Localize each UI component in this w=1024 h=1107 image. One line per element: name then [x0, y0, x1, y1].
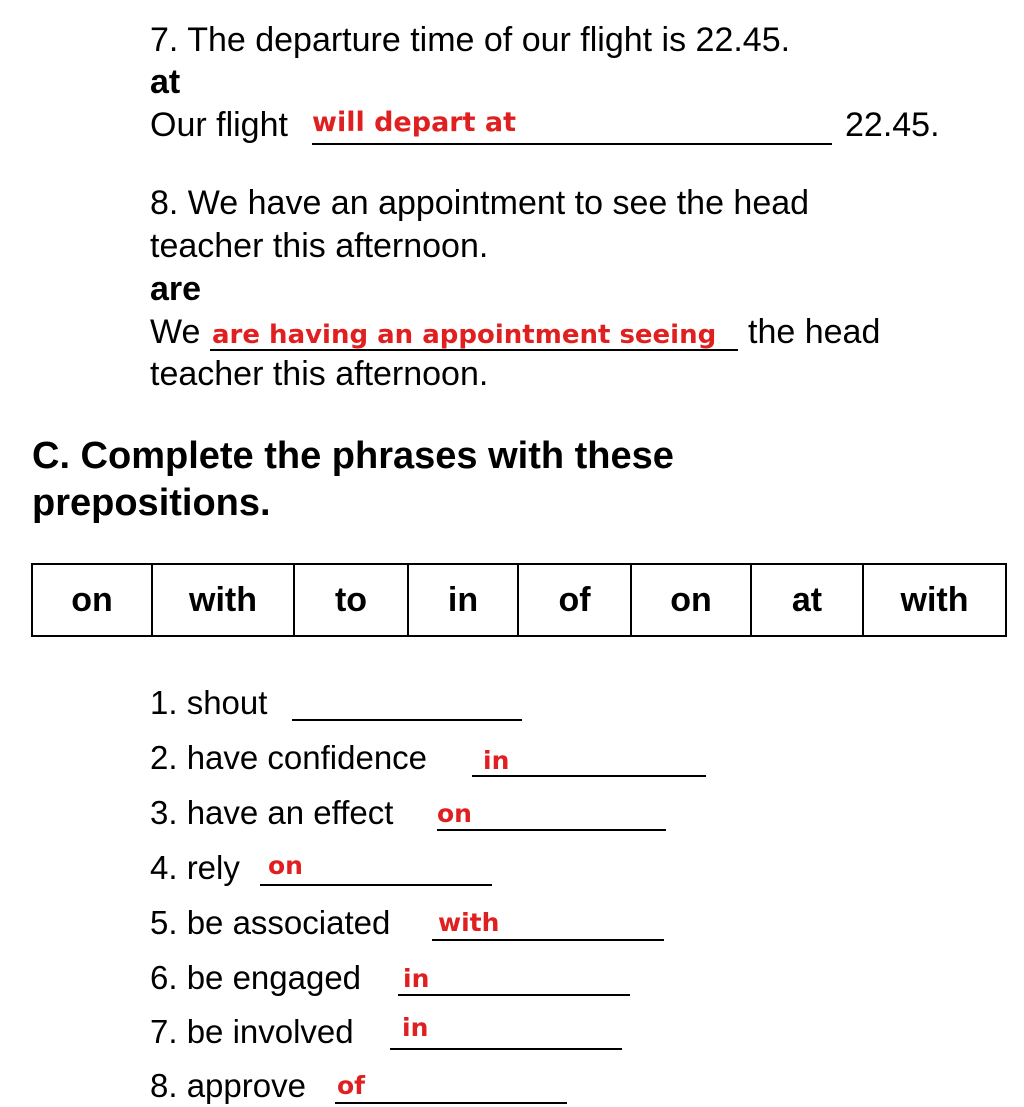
q8-sentence-end: the head: [748, 313, 881, 351]
q7-prompt: 7. The departure time of our flight is 22.45.: [150, 21, 791, 59]
preposition-cell: with: [152, 564, 294, 636]
phrase-answer-7: in: [402, 1013, 429, 1042]
phrase-blank-2[interactable]: [472, 775, 706, 777]
q8-sentence-start: We: [150, 313, 201, 351]
q8-line2: teacher this afternoon.: [150, 355, 489, 393]
preposition-cell: in: [408, 564, 518, 636]
phrase-answer-3: on: [437, 799, 472, 828]
phrase-item-3: 3. have an effect: [150, 794, 394, 831]
preposition-cell: to: [294, 564, 408, 636]
phrase-blank-3[interactable]: [437, 829, 666, 831]
q7-answer-blank[interactable]: [312, 143, 832, 145]
q8-prompt-line2: teacher this afternoon.: [150, 227, 489, 265]
phrase-item-1: 1. shout: [150, 684, 268, 721]
phrase-answer-2: in: [483, 746, 510, 775]
phrase-item-6: 6. be engaged: [150, 959, 362, 996]
q8-prompt-line1: 8. We have an appointment to see the head: [150, 184, 810, 222]
preposition-cell: with: [863, 564, 1006, 636]
q7-sentence-end: 22.45.: [845, 106, 940, 144]
phrase-answer-5: with: [438, 908, 500, 937]
phrase-answer-8: of: [337, 1071, 366, 1100]
phrase-item-8: 8. approve: [150, 1067, 306, 1104]
prepositions-table: [31, 563, 1007, 637]
q7-answer: will depart at: [312, 107, 517, 138]
preposition-cell: on: [32, 564, 152, 636]
phrase-answer-4: on: [268, 851, 303, 880]
q7-sentence-start: Our flight: [150, 106, 288, 144]
phrase-blank-4[interactable]: [260, 884, 492, 886]
q8-keyword: are: [150, 270, 202, 308]
phrase-blank-8[interactable]: [335, 1102, 567, 1104]
section-c-heading-line2: prepositions.: [32, 482, 271, 524]
phrase-blank-6[interactable]: [398, 994, 630, 996]
phrase-blank-1[interactable]: [292, 719, 522, 721]
phrase-item-7: 7. be involved: [150, 1013, 354, 1050]
q8-answer: are having an appointment seeing: [212, 320, 717, 350]
phrase-answer-6: in: [403, 964, 430, 993]
phrase-blank-7[interactable]: [390, 1048, 622, 1050]
section-c-heading-line1: C. Complete the phrases with these: [32, 435, 674, 477]
prepositions-row: [32, 564, 1006, 636]
q7-keyword: at: [150, 63, 181, 101]
phrase-item-2: 2. have confidence: [150, 739, 428, 776]
preposition-cell: at: [751, 564, 863, 636]
phrase-item-4: 4. rely: [150, 849, 240, 886]
phrase-item-5: 5. be associated: [150, 904, 391, 941]
phrase-blank-5[interactable]: [432, 939, 664, 941]
preposition-cell: on: [631, 564, 751, 636]
preposition-cell: of: [518, 564, 631, 636]
